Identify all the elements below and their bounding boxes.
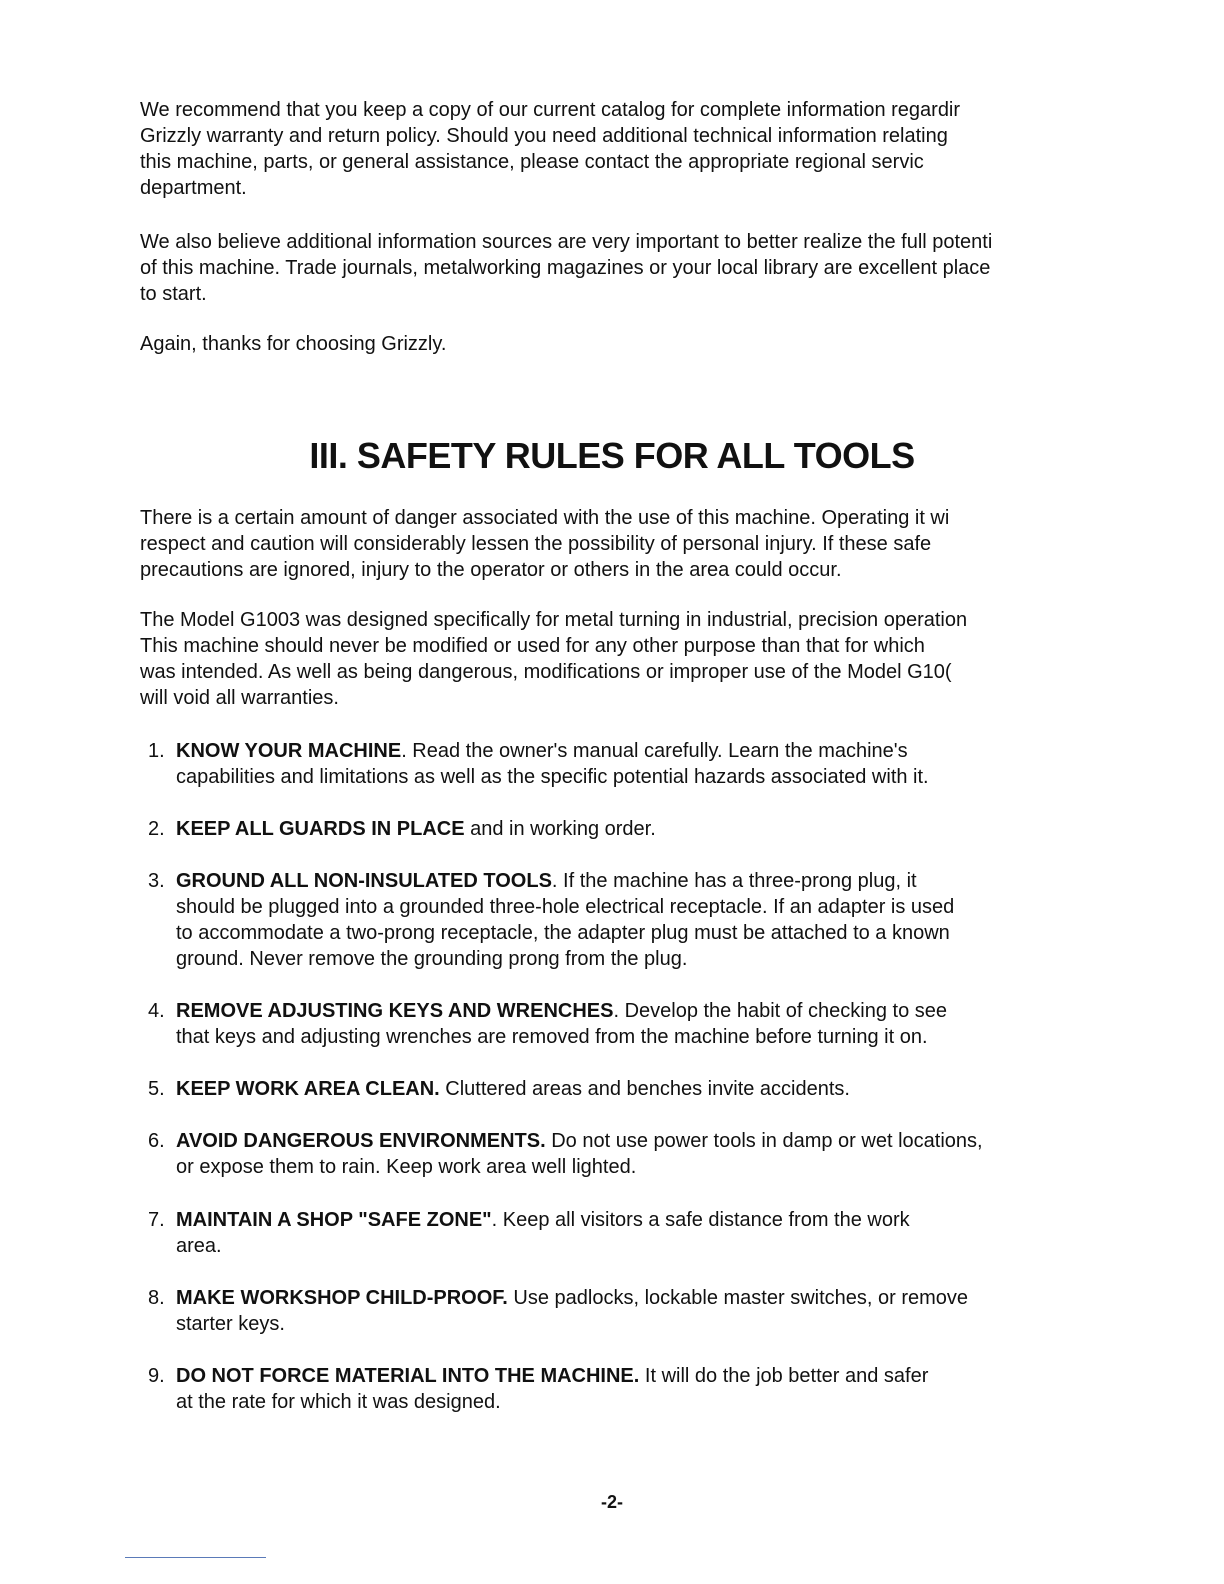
rule-title: AVOID DANGEROUS ENVIRONMENTS. bbox=[176, 1130, 546, 1152]
safety-rule-1 bbox=[148, 738, 1048, 790]
intro-paragraph-thanks bbox=[140, 331, 1224, 357]
rule-first-line bbox=[176, 998, 1048, 1024]
rule-first-line bbox=[176, 1285, 1048, 1311]
text-line: The Model G1003 was designed specifically for metal turning in industrial, precision operation bbox=[140, 609, 968, 631]
rule-continuation-line: to accommodate a two-prong receptacle, the adapter plug must be attached to a known bbox=[176, 922, 950, 944]
rule-text: and in working order. bbox=[464, 818, 656, 840]
rule-text: . Develop the habit of checking to see bbox=[613, 1000, 947, 1022]
rule-title: REMOVE ADJUSTING KEYS AND WRENCHES bbox=[176, 1000, 614, 1022]
text-line: department. bbox=[140, 177, 247, 199]
rule-text: Use padlocks, lockable master switches, or remove bbox=[507, 1287, 969, 1309]
rule-continuation-line: starter keys. bbox=[176, 1313, 285, 1335]
rule-title: KEEP WORK AREA CLEAN. bbox=[176, 1078, 440, 1100]
rule-continuation-line: area. bbox=[176, 1235, 222, 1257]
text-line: Again, thanks for choosing Grizzly. bbox=[140, 333, 447, 355]
safety-rule-7 bbox=[148, 1207, 1048, 1259]
safety-rule-3 bbox=[148, 868, 1048, 972]
rule-first-line bbox=[176, 816, 1048, 842]
section-paragraph-danger bbox=[140, 505, 1224, 583]
rule-number: 4. bbox=[148, 1000, 165, 1022]
rule-number: 9. bbox=[148, 1365, 165, 1387]
rule-continuation-line: at the rate for which it was designed. bbox=[176, 1391, 501, 1413]
text-line: There is a certain amount of danger associated with the use of this machine. Operating it wi bbox=[140, 507, 950, 529]
rule-text: . Keep all visitors a safe distance from the work bbox=[491, 1209, 910, 1231]
text-line: Grizzly warranty and return policy. Should you need additional technical information relating bbox=[140, 125, 948, 147]
rule-text: . If the machine has a three-prong plug, it bbox=[551, 870, 917, 892]
rule-title: KEEP ALL GUARDS IN PLACE bbox=[176, 818, 465, 840]
text-line: We also believe additional information sources are very important to better realize the full potenti bbox=[140, 231, 993, 253]
text-line: respect and caution will considerably lessen the possibility of personal injury. If these safe bbox=[140, 533, 932, 555]
safety-rule-2 bbox=[148, 816, 1048, 842]
rule-first-line bbox=[176, 1207, 1048, 1233]
rule-continuation-line: capabilities and limitations as well as the specific potential hazards associated with it. bbox=[176, 766, 929, 788]
text-line: to start. bbox=[140, 283, 207, 305]
rule-text: Do not use power tools in damp or wet locations, bbox=[545, 1130, 983, 1152]
page-number: -2- bbox=[601, 1492, 623, 1512]
rule-title: GROUND ALL NON-INSULATED TOOLS bbox=[176, 870, 552, 892]
text-line: was intended. As well as being dangerous, modifications or improper use of the Model G10( bbox=[140, 661, 952, 683]
rule-title: MAKE WORKSHOP CHILD-PROOF. bbox=[176, 1287, 508, 1309]
rule-text: It will do the job better and safer bbox=[639, 1365, 929, 1387]
safety-rule-9 bbox=[148, 1363, 1048, 1415]
rule-first-line bbox=[176, 868, 1048, 894]
intro-paragraph-information-sources bbox=[140, 229, 1224, 307]
safety-rule-6 bbox=[148, 1128, 1048, 1180]
text-line: will void all warranties. bbox=[140, 687, 339, 709]
rule-first-line bbox=[176, 1363, 1048, 1389]
text-line: of this machine. Trade journals, metalworking magazines or your local library are excellent place bbox=[140, 257, 991, 279]
safety-rule-5 bbox=[148, 1076, 1048, 1102]
rule-number: 8. bbox=[148, 1287, 165, 1309]
rule-number: 3. bbox=[148, 870, 165, 892]
intro-paragraph-catalog bbox=[140, 97, 1224, 201]
rule-continuation-line: should be plugged into a grounded three-hole electrical receptacle. If an adapter is used bbox=[176, 896, 955, 918]
text-line: We recommend that you keep a copy of our current catalog for complete information regardir bbox=[140, 99, 961, 121]
rule-number: 6. bbox=[148, 1130, 165, 1152]
text-line: precautions are ignored, injury to the operator or others in the area could occur. bbox=[140, 559, 842, 581]
rule-number: 7. bbox=[148, 1209, 165, 1231]
rule-continuation-line: or expose them to rain. Keep work area well lighted. bbox=[176, 1156, 637, 1178]
rule-title: KNOW YOUR MACHINE bbox=[176, 740, 402, 762]
section-paragraph-model-purpose bbox=[140, 607, 1224, 711]
rule-number: 5. bbox=[148, 1078, 165, 1100]
rule-continuation-line: that keys and adjusting wrenches are removed from the machine before turning it on. bbox=[176, 1026, 928, 1048]
rule-title: MAINTAIN A SHOP "SAFE ZONE" bbox=[176, 1209, 492, 1231]
rule-continuation-line: ground. Never remove the grounding prong from the plug. bbox=[176, 948, 688, 970]
rule-number: 2. bbox=[148, 818, 165, 840]
rule-number: 1. bbox=[148, 740, 165, 762]
rule-title: DO NOT FORCE MATERIAL INTO THE MACHINE. bbox=[176, 1365, 640, 1387]
rule-first-line bbox=[176, 738, 1048, 764]
rule-first-line bbox=[176, 1076, 1048, 1102]
text-line: this machine, parts, or general assistance, please contact the appropriate regional servic bbox=[140, 151, 924, 173]
rule-text: Cluttered areas and benches invite accidents. bbox=[439, 1078, 850, 1100]
section-heading: III. SAFETY RULES FOR ALL TOOLS bbox=[309, 435, 915, 476]
safety-rule-4 bbox=[148, 998, 1048, 1050]
rule-text: . Read the owner's manual carefully. Learn the machine's bbox=[401, 740, 908, 762]
text-line: This machine should never be modified or used for any other purpose than that for which bbox=[140, 635, 925, 657]
footnote-divider bbox=[125, 1557, 266, 1558]
safety-rule-8 bbox=[148, 1285, 1048, 1337]
rule-first-line bbox=[176, 1128, 1048, 1154]
